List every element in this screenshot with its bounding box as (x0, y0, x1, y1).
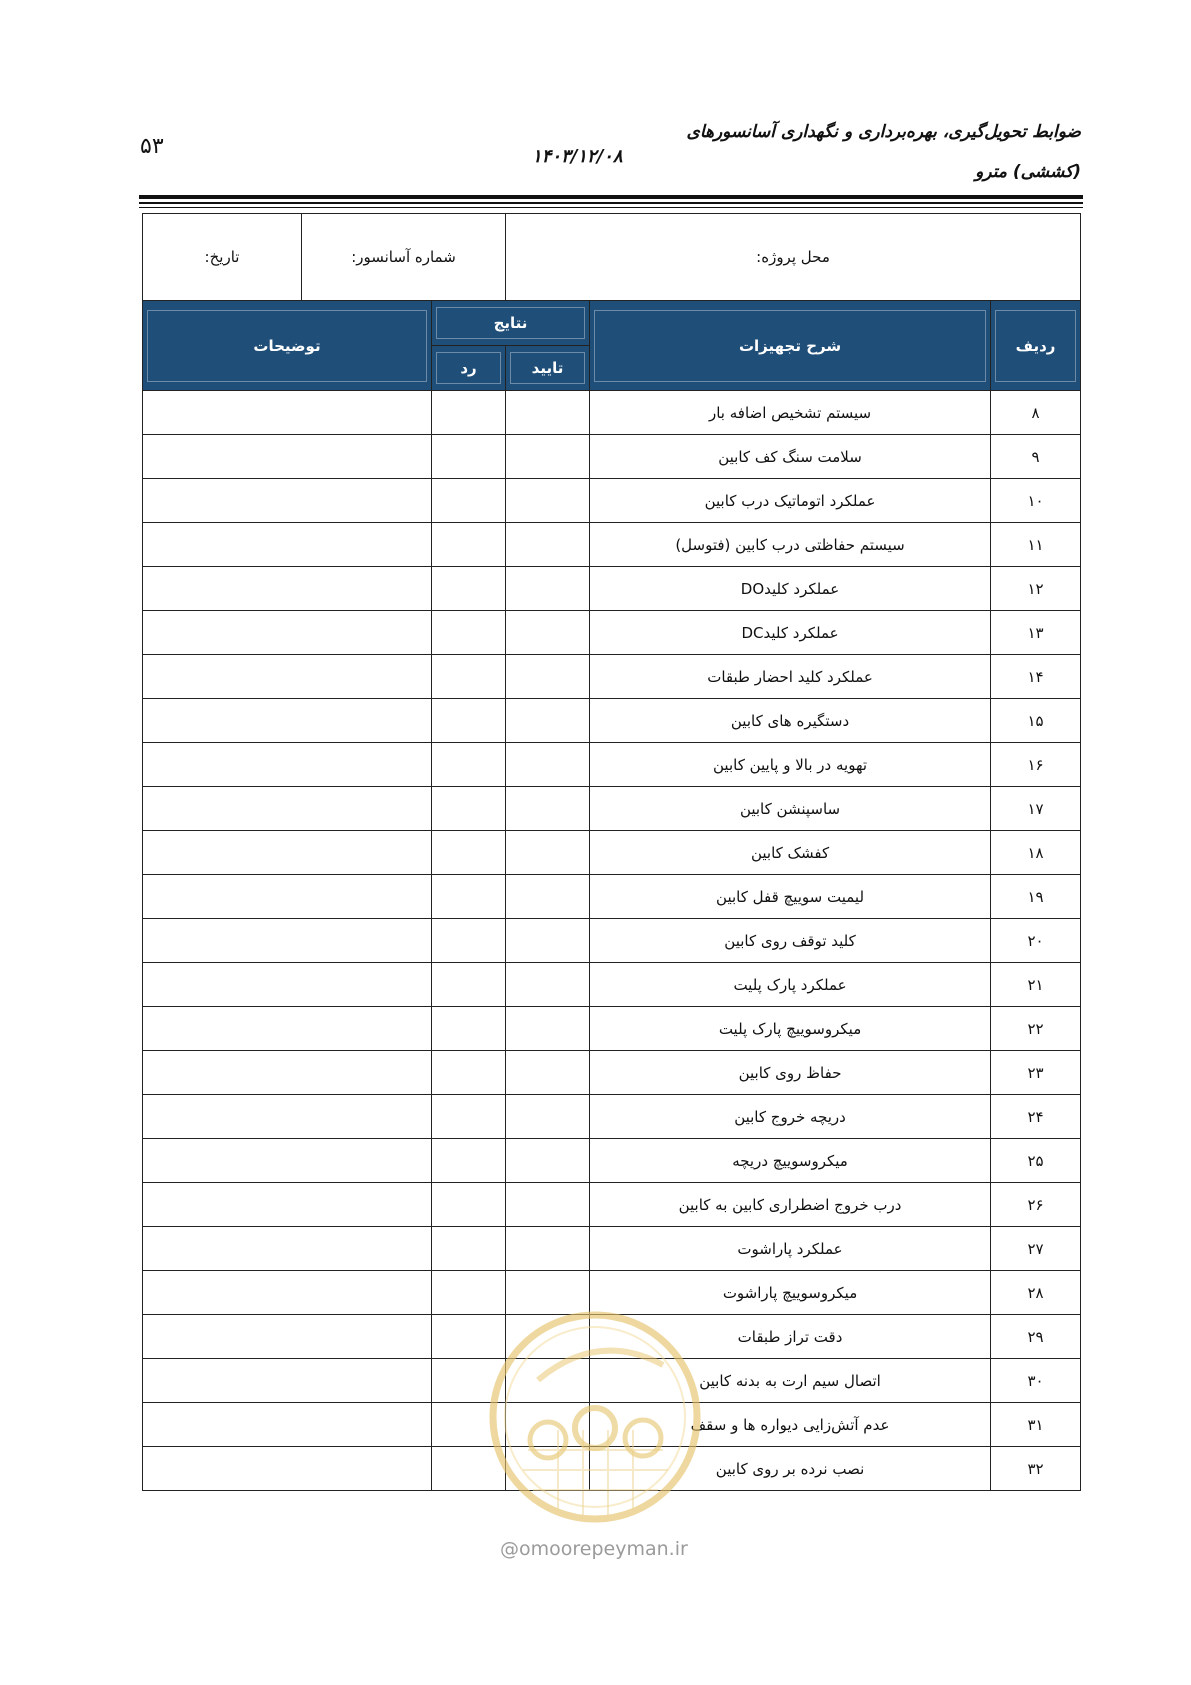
reject-cell[interactable] (432, 655, 506, 699)
notes-cell[interactable] (143, 1095, 432, 1139)
notes-cell[interactable] (143, 479, 432, 523)
description-cell: عملکرد کلیدDO (590, 567, 991, 611)
description-cell: کفشک کابین (590, 831, 991, 875)
notes-cell[interactable] (143, 1403, 432, 1447)
approve-cell[interactable] (506, 875, 590, 919)
description-cell: عملکرد اتوماتیک درب کابین (590, 479, 991, 523)
notes-cell[interactable] (143, 1315, 432, 1359)
row-number-cell: ۱۳ (991, 611, 1081, 655)
row-number-cell: ۲۲ (991, 1007, 1081, 1051)
notes-cell[interactable] (143, 435, 432, 479)
table-header-row-1 (143, 301, 1081, 346)
header-description: شرح تجهیزات (590, 301, 991, 391)
table-row (143, 1227, 1081, 1271)
description-cell: دقت تراز طبقات (590, 1315, 991, 1359)
header-rule-thick (139, 195, 1083, 199)
table-row (143, 1271, 1081, 1315)
description-cell: دستگیره های کابین (590, 699, 991, 743)
row-number-cell: ۲۰ (991, 919, 1081, 963)
description-cell: میکروسوییچ دریچه (590, 1139, 991, 1183)
approve-cell[interactable] (506, 1007, 590, 1051)
row-number-cell: ۲۶ (991, 1183, 1081, 1227)
approve-cell[interactable] (506, 391, 590, 435)
elevator-number-label: شماره آسانسور: (351, 248, 456, 266)
approve-cell[interactable] (506, 567, 590, 611)
row-number-cell: ۲۴ (991, 1095, 1081, 1139)
reject-cell[interactable] (432, 1139, 506, 1183)
approve-cell[interactable] (506, 699, 590, 743)
watermark-site: @omoorepeyman.ir (500, 1538, 688, 1560)
document-title-line-1: ضوابط تحویل‌گیری، بهره‌برداری و نگهداری آسانسورهای (686, 122, 1081, 142)
reject-cell[interactable] (432, 1007, 506, 1051)
row-number-cell: ۱۷ (991, 787, 1081, 831)
row-number-cell: ۳۱ (991, 1403, 1081, 1447)
date-label: تاریخ: (204, 248, 240, 266)
row-number-cell: ۱۵ (991, 699, 1081, 743)
reject-cell[interactable] (432, 787, 506, 831)
notes-cell[interactable] (143, 1051, 432, 1095)
header-rule-medium (139, 202, 1083, 204)
row-number-cell: ۱۴ (991, 655, 1081, 699)
notes-cell[interactable] (143, 611, 432, 655)
table-row (143, 1051, 1081, 1095)
notes-cell[interactable] (143, 1007, 432, 1051)
reject-cell[interactable] (432, 567, 506, 611)
page-number: ۵۳ (140, 134, 164, 159)
reject-cell[interactable] (432, 1051, 506, 1095)
header-reject: رد (432, 346, 506, 391)
table-row (143, 963, 1081, 1007)
reject-cell[interactable] (432, 919, 506, 963)
table-row (143, 391, 1081, 435)
header-approve: تایید (506, 346, 590, 391)
row-number-cell: ۲۸ (991, 1271, 1081, 1315)
table-row (143, 787, 1081, 831)
notes-cell[interactable] (143, 1271, 432, 1315)
table-row (143, 743, 1081, 787)
table-row (143, 611, 1081, 655)
header-row-number: ردیف (991, 301, 1081, 391)
table-row (143, 919, 1081, 963)
approve-cell[interactable] (506, 963, 590, 1007)
table-row (143, 567, 1081, 611)
description-cell: سیستم تشخیص اضافه بار (590, 391, 991, 435)
reject-cell[interactable] (432, 435, 506, 479)
reject-cell[interactable] (432, 875, 506, 919)
approve-cell[interactable] (506, 611, 590, 655)
approve-cell[interactable] (506, 787, 590, 831)
description-cell: عملکرد پارک پلیت (590, 963, 991, 1007)
description-cell: درب خروج اضطراری کابین به کابین (590, 1183, 991, 1227)
notes-cell[interactable] (143, 567, 432, 611)
description-cell: سلامت سنگ کف کابین (590, 435, 991, 479)
row-number-cell: ۳۲ (991, 1447, 1081, 1491)
row-number-cell: ۱۶ (991, 743, 1081, 787)
row-number-cell: ۳۰ (991, 1359, 1081, 1403)
approve-cell[interactable] (506, 743, 590, 787)
date-cell[interactable] (143, 214, 302, 300)
table-row (143, 655, 1081, 699)
document-title-line-2: (کششی) مترو (975, 162, 1081, 182)
row-number-cell: ۱۰ (991, 479, 1081, 523)
reject-cell[interactable] (432, 391, 506, 435)
table-row (143, 1007, 1081, 1051)
notes-cell[interactable] (143, 1139, 432, 1183)
description-cell: میکروسوییچ پاراشوت (590, 1271, 991, 1315)
notes-cell[interactable] (143, 743, 432, 787)
header-rule-thin (139, 207, 1083, 208)
description-cell: لیمیت سوییچ قفل کابین (590, 875, 991, 919)
reject-cell[interactable] (432, 831, 506, 875)
approve-cell[interactable] (506, 1271, 590, 1315)
description-cell: عملکرد کلید احضار طبقات (590, 655, 991, 699)
description-cell: سیستم حفاظتی درب کابین (فتوسل) (590, 523, 991, 567)
row-number-cell: ۲۳ (991, 1051, 1081, 1095)
row-number-cell: ۲۷ (991, 1227, 1081, 1271)
notes-cell[interactable] (143, 391, 432, 435)
row-number-cell: ۱۱ (991, 523, 1081, 567)
approve-cell[interactable] (506, 1051, 590, 1095)
description-cell: میکروسوییچ پارک پلیت (590, 1007, 991, 1051)
approve-cell[interactable] (506, 479, 590, 523)
notes-cell[interactable] (143, 963, 432, 1007)
table-row (143, 831, 1081, 875)
table-row (143, 1095, 1081, 1139)
table-row (143, 479, 1081, 523)
approve-cell[interactable] (506, 523, 590, 567)
notes-cell[interactable] (143, 831, 432, 875)
reject-cell[interactable] (432, 611, 506, 655)
row-number-cell: ۹ (991, 435, 1081, 479)
row-number-cell: ۸ (991, 391, 1081, 435)
elevator-date-cell (143, 214, 506, 301)
row-number-cell: ۲۱ (991, 963, 1081, 1007)
notes-cell[interactable] (143, 1447, 432, 1491)
reject-cell[interactable] (432, 963, 506, 1007)
reject-cell[interactable] (432, 1227, 506, 1271)
row-number-cell: ۲۵ (991, 1139, 1081, 1183)
info-row (143, 214, 1081, 301)
row-number-cell: ۱۹ (991, 875, 1081, 919)
row-number-cell: ۱۲ (991, 567, 1081, 611)
notes-cell[interactable] (143, 1227, 432, 1271)
description-cell: حفاظ روی کابین (590, 1051, 991, 1095)
notes-cell[interactable] (143, 1359, 432, 1403)
table-row (143, 1139, 1081, 1183)
notes-cell[interactable] (143, 875, 432, 919)
table-row (143, 523, 1081, 567)
approve-cell[interactable] (506, 831, 590, 875)
reject-cell[interactable] (432, 743, 506, 787)
table-row (143, 435, 1081, 479)
description-cell: عملکرد کلیدDC (590, 611, 991, 655)
project-location-cell[interactable] (506, 214, 1081, 301)
description-cell: اتصال سیم ارت به بدنه کابین (590, 1359, 991, 1403)
approve-cell[interactable] (506, 1139, 590, 1183)
approve-cell[interactable] (506, 1183, 590, 1227)
header-results: نتایج (432, 301, 590, 346)
approve-cell[interactable] (506, 919, 590, 963)
reject-cell[interactable] (432, 1271, 506, 1315)
approve-cell[interactable] (506, 1095, 590, 1139)
reject-cell[interactable] (432, 1183, 506, 1227)
description-cell: کلید توقف روی کابین (590, 919, 991, 963)
notes-cell[interactable] (143, 919, 432, 963)
watermark-logo (488, 1310, 703, 1525)
notes-cell[interactable] (143, 787, 432, 831)
reject-cell[interactable] (432, 523, 506, 567)
notes-cell[interactable] (143, 523, 432, 567)
table-row (143, 875, 1081, 919)
table-row (143, 1183, 1081, 1227)
approve-cell[interactable] (506, 655, 590, 699)
row-number-cell: ۱۸ (991, 831, 1081, 875)
approve-cell[interactable] (506, 435, 590, 479)
document-date: ۱۴۰۳/۱۲/۰۸ (532, 146, 623, 167)
description-cell: تهویه در بالا و پایین کابین (590, 743, 991, 787)
description-cell: نصب نرده بر روی کابین (590, 1447, 991, 1491)
approve-cell[interactable] (506, 1227, 590, 1271)
row-number-cell: ۲۹ (991, 1315, 1081, 1359)
description-cell: عملکرد پاراشوت (590, 1227, 991, 1271)
project-location-label: محل پروژه: (756, 248, 830, 266)
description-cell: عدم آتش‌زایی دیواره ها و سقف (590, 1403, 991, 1447)
reject-cell[interactable] (432, 479, 506, 523)
header-notes: توضیحات (143, 301, 432, 391)
reject-cell[interactable] (432, 699, 506, 743)
document-title (561, 112, 1081, 192)
table-row (143, 699, 1081, 743)
elevator-number-cell[interactable] (302, 214, 506, 300)
notes-cell[interactable] (143, 699, 432, 743)
notes-cell[interactable] (143, 655, 432, 699)
description-cell: دریچه خروج کابین (590, 1095, 991, 1139)
notes-cell[interactable] (143, 1183, 432, 1227)
reject-cell[interactable] (432, 1095, 506, 1139)
description-cell: ساسپنشن کابین (590, 787, 991, 831)
inspection-checklist-table (142, 213, 1081, 1491)
